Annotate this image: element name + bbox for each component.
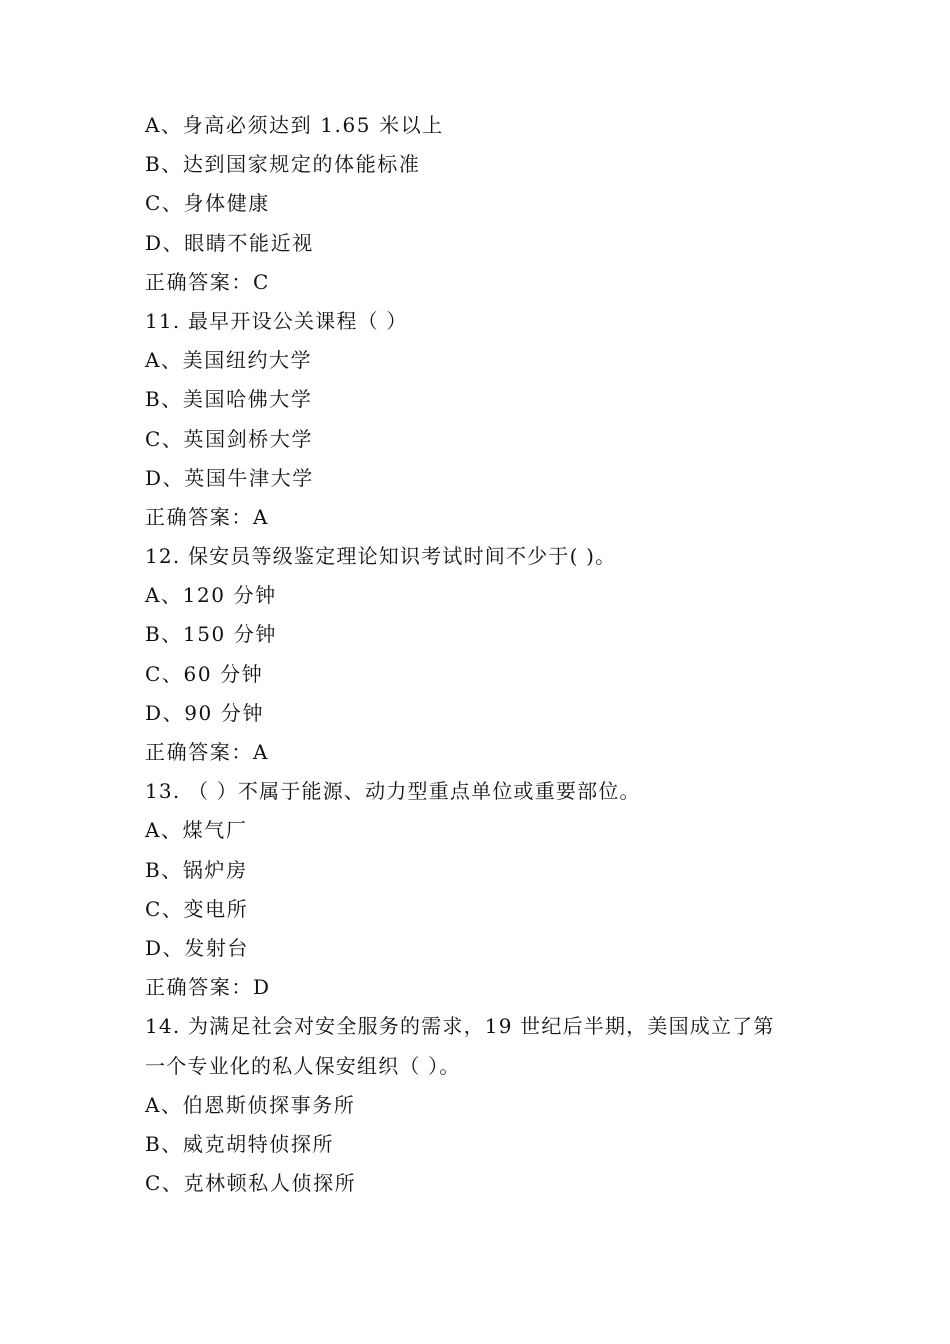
option-line: A、120 分钟 bbox=[145, 583, 277, 608]
option-line: B、美国哈佛大学 bbox=[145, 387, 313, 412]
question-line: 14. 为满足社会对安全服务的需求，19 世纪后半期，美国成立了第 bbox=[145, 1014, 775, 1039]
option-line: C、英国剑桥大学 bbox=[145, 426, 314, 451]
answer-line: 正确答案：D bbox=[145, 975, 271, 1000]
option-line: A、身高必须达到 1.65 米以上 bbox=[145, 113, 444, 137]
answer-line: 正确答案：A bbox=[145, 504, 270, 529]
question-line: 13. （ ）不属于能源、动力型重点单位或重要部位。 bbox=[145, 779, 641, 804]
answer-line: 正确答案：A bbox=[145, 740, 270, 764]
option-line: A、煤气厂 bbox=[145, 818, 248, 843]
option-line: B、威克胡特侦探所 bbox=[145, 1131, 335, 1156]
option-line: D、英国牛津大学 bbox=[145, 465, 314, 490]
answer-line: 正确答案：C bbox=[145, 269, 270, 294]
question-line: 11. 最早开设公关课程（ ） bbox=[145, 308, 408, 333]
option-line: C、变电所 bbox=[145, 896, 249, 921]
option-line: C、60 分钟 bbox=[145, 661, 264, 686]
option-line: C、克林顿私人侦探所 bbox=[145, 1171, 357, 1196]
option-line: D、90 分钟 bbox=[145, 700, 265, 725]
option-line: A、美国纽约大学 bbox=[145, 348, 313, 373]
question-line-continued: 一个专业化的私人保安组织（ ）。 bbox=[145, 1053, 461, 1078]
option-line: D、眼睛不能近视 bbox=[145, 230, 314, 255]
option-line: D、发射台 bbox=[145, 935, 250, 960]
option-line: B、锅炉房 bbox=[145, 857, 248, 882]
option-line: A、伯恩斯侦探事务所 bbox=[145, 1092, 356, 1117]
question-line: 12. 保安员等级鉴定理论知识考试时间不少于( )。 bbox=[145, 544, 617, 569]
option-line: C、身体健康 bbox=[145, 191, 270, 216]
option-line: B、150 分钟 bbox=[145, 622, 278, 647]
option-line: B、达到国家规定的体能标准 bbox=[145, 152, 421, 177]
question-list bbox=[145, 106, 825, 1203]
